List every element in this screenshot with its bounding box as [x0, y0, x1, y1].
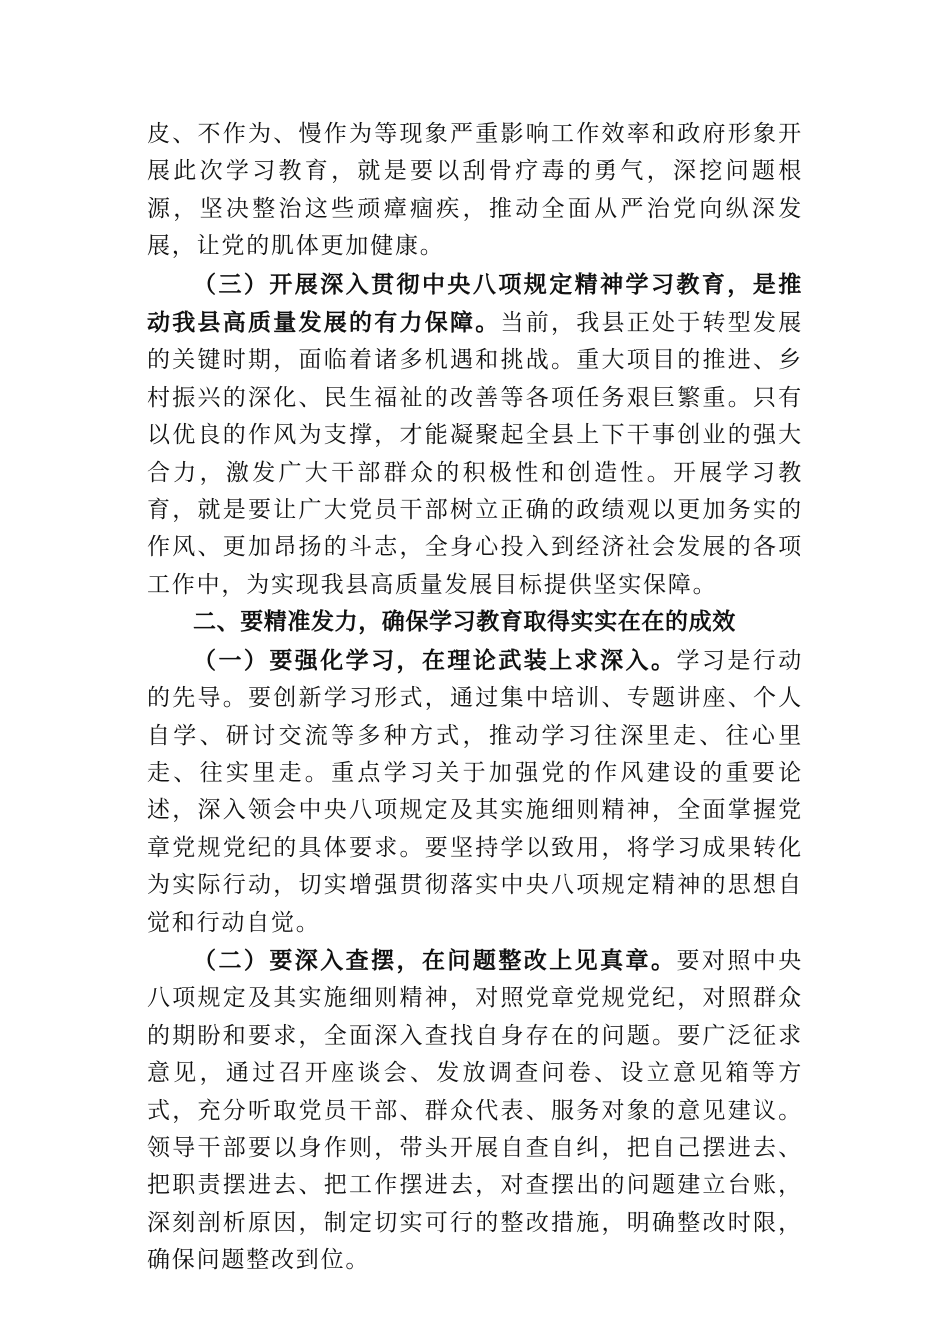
paragraph-text: 学习是行动的先导。要创新学习形式，通过集中培训、专题讲座、个人自学、研讨交流等多种方式，推动学习往深里走、往心里走、往实里走。重点学习关于加强党的作风建设的重要论述，深入领会中央八项规定及其实施细则精神，全面掌握党章党规党纪的具体要求。要坚持学以致用，将学习成果转化为实际行动，切实增强贯彻落实中央八项规定精神的思想自觉和行动自觉。	[147, 647, 804, 936]
paragraph-text: 当前，我县正处于转型发展的关键时期，面临着诸多机遇和挑战。重大项目的推进、乡村振兴的深化、民生福祉的改善等各项任务艰巨繁重。只有以优良的作风为支撑，才能凝聚起全县上下干事创业的强大合力，激发广大干部群众的积极性和创造性。开展学习教育，就是要让广大党员干部树立正确的政绩观以更加务实的作风、更加昂扬的斗志，全身心投入到经济社会发展的各项工作中，为实现我县高质量发展目标提供坚实保障。	[147, 310, 803, 598]
section-heading: 二、要精准发力，确保学习教育取得实实在在的成效	[193, 609, 736, 636]
paragraph-continuation	[147, 116, 803, 266]
paragraph-item-1	[147, 642, 803, 942]
paragraph-text: 皮、不作为、慢作为等现象严重影响工作效率和政府形象开展此次学习教育，就是要以刮骨疗毒的勇气，深挖问题根源，坚决整治这些顽瘴痼疾，推动全面从严治党向纵深发展，让党的肌体更加健康。	[147, 121, 803, 260]
paragraph-item-2	[147, 942, 803, 1280]
paragraph-lead: （二）要深入查摆，在问题整改上见真章。	[193, 946, 677, 974]
paragraph-lead: （一）要强化学习，在理论武装上求深入。	[193, 646, 677, 674]
document-body	[147, 116, 803, 1280]
paragraph-text: 要对照中央八项规定及其实施细则精神，对照党章党规党纪，对照群众的期盼和要求，全面深入查找自身存在的问题。要广泛征求意见，通过召开座谈会、发放调查问卷、设立意见箱等方式，充分听取党员干部、群众代表、服务对象的意见建议。领导干部要以身作则，带头开展自查自纠，把自己摆进去、把职责摆进去、把工作摆进去，对查摆出的问题建立台账，深刻剖析原因，制定切实可行的整改措施，明确整改时限，确保问题整改到位。	[147, 947, 804, 1274]
paragraph-lead: （三）开展深入贯彻中央八项规定精神学习教育，是推动我县高质量发展的有力保障。	[147, 270, 803, 337]
paragraph-item-3	[147, 266, 803, 605]
